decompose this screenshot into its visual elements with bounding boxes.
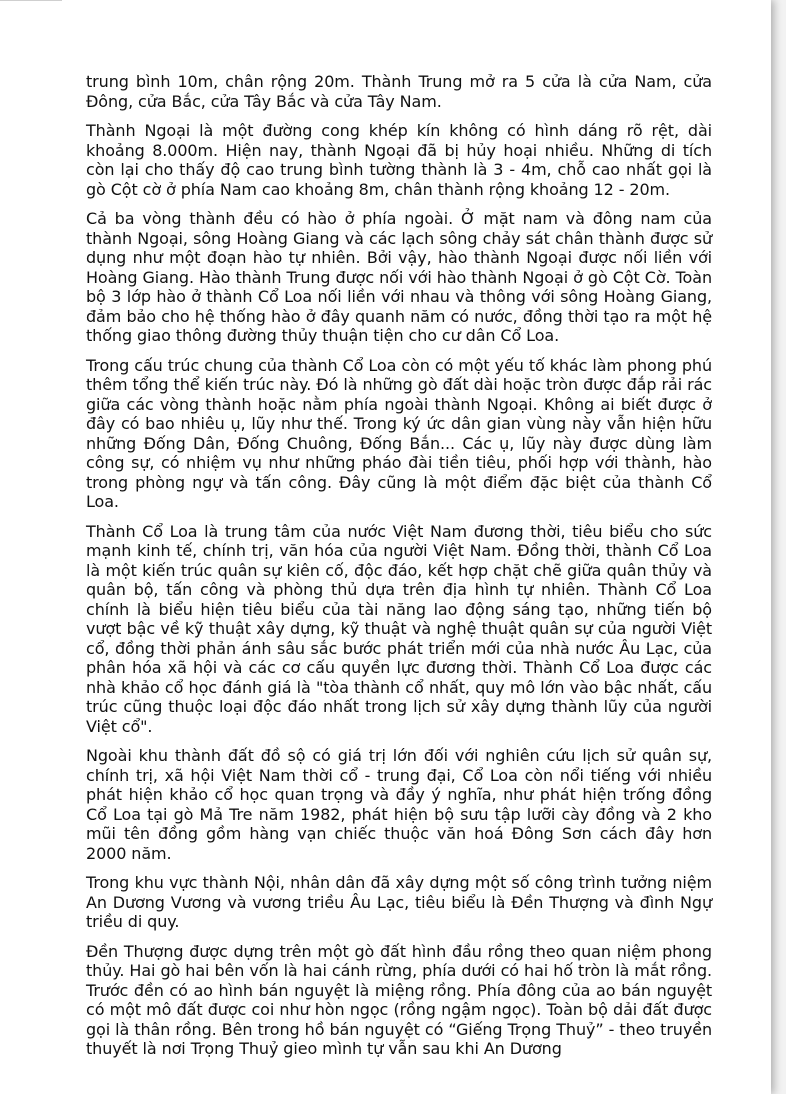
- paragraph-go-dat-u-luy: Trong cấu trúc chung của thành Cổ Loa còn có một yếu tố khác làm phong phú thêm tổng thể kiến trúc này. Đó là những gò đất dài hoặc tròn được đắp rải rác giữa các vòng thành hoặc nằm phía ngoài thành Ngoại. Không ai biết được ở đây có bao nhiêu ụ, lũy như thế. Trong ký ức dân gian vùng này vẫn hiện hữu những Đống Dân, Đống Chuông, Đống Bắn... Các ụ, lũy này được dùng làm công sự, có nhiệm vụ như những pháo đài tiền tiêu, phối hợp với thành, hào trong phòng ngự và tấn công. Đây cũng là một điểm đặc biệt của thành Cổ Loa.: [86, 355, 712, 511]
- paragraph-den-thuong: Đền Thượng được dựng trên một gò đất hình đầu rồng theo quan niệm phong thủy. Hai gò hai bên vốn là hai cánh rừng, phía dưới có hai hố tròn là mắt rồng. Trước đền có ao hình bán nguyệt là miệng rồng. Phía đông của ao bán nguyệt có một mô đất được coi như hòn ngọc (rồng ngậm ngọc). Toàn bộ dải đất được gọi là thân rồng. Bên trong hồ bán nguyệt có “Giếng Trọng Thuỷ” - theo truyền thuyết là nơi Trọng Thuỷ gieo mình tự vẫn sau khi An Dương: [86, 941, 712, 1058]
- page-top-edge-mark: [0, 0, 62, 1]
- paragraph-trung-tam-co-loa: Thành Cổ Loa là trung tâm của nước Việt Nam đương thời, tiêu biểu cho sức mạnh kinh tế, chính trị, văn hóa của người Việt Nam. Đồng thời, thành Cổ Loa là một kiến trúc quân sự kiên cố, độc đáo, kết hợp chặt chẽ giữa quân thủy và quân bộ, tấn công và phòng thủ dựa trên địa hình tự nhiên. Thành Cổ Loa chính là biểu hiện tiêu biểu của tài năng lao động sáng tạo, những tiến bộ vượt bậc về kỹ thuật xây dựng, kỹ thuật và nghệ thuật quân sự của người Việt cổ, đồng thời phản ánh sâu sắc bước phát triển mới của nhà nước Âu Lạc, của phân hóa xã hội và các cơ cấu quyền lực đương thời. Thành Cổ Loa được các nhà khảo cổ học đánh giá là "tòa thành cổ nhất, quy mô lớn vào bậc nhất, cấu trúc cũng thuộc loại độc đáo nhất trong lịch sử xây dựng thành lũy của người Việt cổ".: [86, 521, 712, 736]
- paragraph-phat-hien-khao-co: Ngoài khu thành đất đồ sộ có giá trị lớn đối với nghiên cứu lịch sử quân sự, chính trị, xã hội Việt Nam thời cổ - trung đại, Cổ Loa còn nổi tiếng với nhiều phát hiện khảo cổ học quan trọng và đầy ý nghĩa, như phát hiện trống đồng Cổ Loa tại gò Mả Tre năm 1982, phát hiện bộ sưu tập lưỡi cày đồng và 2 kho mũi tên đồng gồm hàng vạn chiếc thuộc văn hoá Đông Sơn cách đây hơn 2000 năm.: [86, 746, 712, 863]
- paragraph-thanh-ngoai: Thành Ngoại là một đường cong khép kín không có hình dáng rõ rệt, dài khoảng 8.000m. Hiện nay, thành Ngoại đã bị hủy hoại nhiều. Những di tích còn lại cho thấy độ cao trung bình tường thành là 3 - 4m, chỗ cao nhất gọi là gò Cột cờ ở phía Nam cao khoảng 8m, chân thành rộng khoảng 12 - 20m.: [86, 121, 712, 199]
- paragraph-continuation-thanh-trung: trung bình 10m, chân rộng 20m. Thành Trung mở ra 5 cửa là cửa Nam, cửa Đông, cửa Bắc, cửa Tây Bắc và cửa Tây Nam.: [86, 72, 712, 111]
- paragraph-hao-thanh: Cả ba vòng thành đều có hào ở phía ngoài. Ở mặt nam và đông nam của thành Ngoại, sông Hoàng Giang và các lạch sông chảy sát chân thành được sử dụng như một đoạn hào tự nhiên. Bởi vậy, hào thành Ngoại được nối liền với Hoàng Giang. Hào thành Trung được nối với hào thành Ngoại ở gò Cột Cờ. Toàn bộ 3 lớp hào ở thành Cổ Loa nối liền với nhau và thông với sông Hoàng Giang, đảm bảo cho hệ thống hào ở đây quanh năm có nước, đồng thời tạo ra một hệ thống giao thông đường thủy thuận tiện cho cư dân Cổ Loa.: [86, 209, 712, 345]
- paragraph-cong-trinh-tuong-niem: Trong khu vực thành Nội, nhân dân đã xây dựng một số công trình tưởng niệm An Dương Vương và vương triều Âu Lạc, tiêu biểu là Đền Thượng và đình Ngự triều di quy.: [86, 873, 712, 931]
- document-body: [86, 72, 712, 1069]
